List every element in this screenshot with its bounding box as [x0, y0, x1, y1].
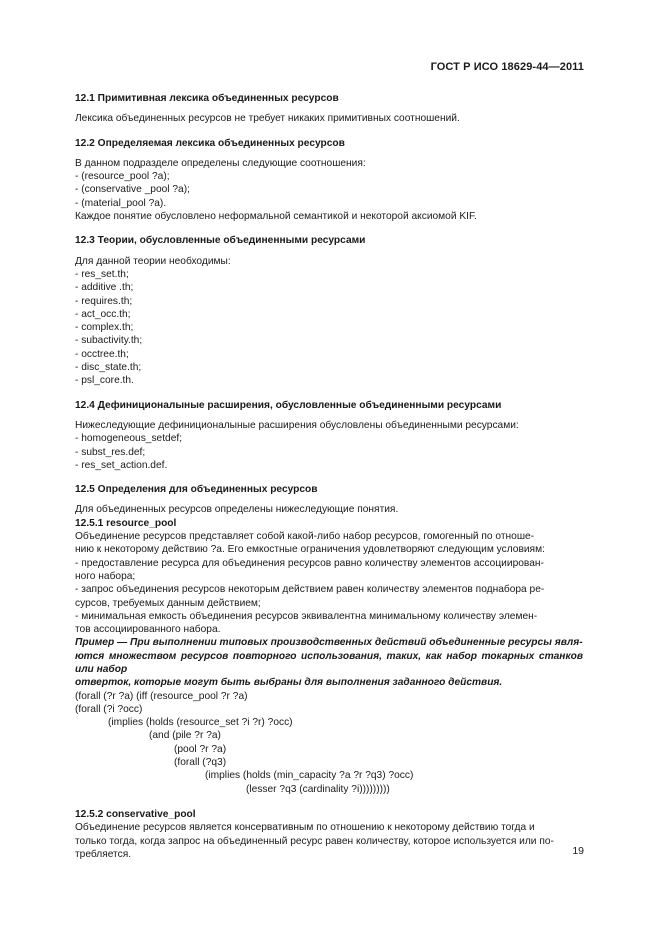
- bullet-line: - предоставление ресурса для объединения ресурсов равно количеству элементов ассоциирован-: [75, 557, 544, 569]
- list-item: - homogeneous_setdef;: [75, 433, 183, 445]
- bullet-line: сурсов, требуемых данным действием;: [75, 597, 261, 609]
- list-item: - (material_pool ?a).: [75, 197, 167, 209]
- bullet-line: - запрос объединения ресурсов некоторым действием равен количеству элементов поднабора ре-: [75, 584, 545, 596]
- list-item: - subst_res.def;: [75, 446, 146, 458]
- code-line: (implies (holds (min_capacity ?a ?r ?q3) ?occ): [205, 770, 414, 782]
- section-12-5-1-title: 12.5.1 resource_pool: [75, 517, 177, 529]
- section-12-5-1-para-line: Объединение ресурсов представляет собой какой-либо набор ресурсов, гомогенный по отноше-: [75, 531, 535, 543]
- section-12-5-2-para-line: Объединение ресурсов является консервативным по отношению к некоторому действию тогда и: [75, 822, 535, 834]
- section-12-2-title: 12.2 Определяемая лексика объединенных ресурсов: [75, 137, 345, 149]
- section-12-5-2-title: 12.5.2 conservative_pool: [75, 808, 196, 820]
- example-line: ются множеством ресурсов повторного использования, таких, как набор токарных станков или набор: [75, 650, 583, 675]
- list-item: - (resource_pool ?a);: [75, 171, 170, 183]
- section-12-1-title: 12.1 Примитивная лексика объединенных ресурсов: [75, 93, 339, 104]
- section-12-5-2-para-line: только тогда, когда запрос на объединенный ресурс равен количеству, которое используется или по-: [75, 835, 554, 847]
- section-12-1-text: Лексика объединенных ресурсов не требует никаких примитивных соотношений.: [75, 113, 460, 125]
- section-12-4-title: 12.4 Дефиниционалыные расширения, обусловленные объединенными ресурсами: [75, 399, 502, 411]
- code-line: (implies (holds (resource_set ?i ?r) ?occ): [108, 717, 293, 729]
- bullet-line: - минимальная емкость объединения ресурсов эквивалентна минимальному количеству элемен-: [75, 610, 538, 622]
- code-line: (and (pile ?r ?a): [149, 730, 221, 742]
- list-item: - psl_core.th.: [75, 375, 134, 387]
- section-12-4-intro: Нижеследующие дефиниционалыные расширения обусловлены объединенными ресурсами:: [75, 419, 519, 431]
- page-number: 19: [572, 845, 584, 857]
- code-line: (pool ?r ?a): [174, 743, 227, 755]
- section-12-5-intro: Для объединенных ресурсов определены нижеследующие понятия.: [75, 504, 399, 516]
- section-12-2-outro: Каждое понятие обусловлено неформальной семантикой и некоторой аксиомой KIF.: [75, 211, 477, 223]
- list-item: - requires.th;: [75, 295, 133, 307]
- list-item: - disc_state.th;: [75, 362, 142, 374]
- section-12-2-intro: В данном подразделе определены следующие соотношения:: [75, 157, 366, 169]
- page-content: [75, 92, 583, 861]
- list-item: - additive .th;: [75, 282, 134, 294]
- code-line: (forall (?r ?a) (iff (resource_pool ?r ?a): [75, 690, 248, 702]
- section-12-3-title: 12.3 Теории, обусловленные объединенными ресурсами: [75, 235, 366, 247]
- list-item: - act_occ.th;: [75, 308, 131, 320]
- section-12-5-title: 12.5 Определения для объединенных ресурсов: [75, 484, 318, 496]
- example-line: отверток, которые могут быть выбраны для выполнения заданного действия.: [75, 677, 503, 689]
- bullet-line: ного набора;: [75, 570, 136, 582]
- list-item: - res_set_action.def.: [75, 459, 168, 471]
- section-12-5-2-para-line: требляется.: [75, 848, 132, 860]
- list-item: - (conservative _pool ?a);: [75, 184, 190, 196]
- list-item: - complex.th;: [75, 322, 134, 334]
- list-item: - occtree.th;: [75, 348, 129, 360]
- list-item: - res_set.th;: [75, 268, 129, 280]
- section-12-5-1-para-line: нию к некоторому действию ?a. Его емкостные ограничения удовлетворяют следующим условиям:: [75, 544, 545, 556]
- code-line: (forall (?q3): [174, 757, 227, 769]
- list-item: - subactivity.th;: [75, 335, 143, 347]
- code-line: (forall (?i ?occ): [75, 703, 143, 715]
- code-line: (lesser ?q3 (cardinality ?i))))))))): [246, 783, 390, 795]
- bullet-line: тов ассоциированного набора.: [75, 624, 221, 636]
- example-line: Пример — При выполнении типовых производственных действий объединенные ресурсы явля-: [75, 637, 583, 649]
- document-header: ГОСТ Р ИСО 18629-44—2011: [430, 61, 584, 73]
- section-12-3-intro: Для данной теории необходимы:: [75, 255, 231, 267]
